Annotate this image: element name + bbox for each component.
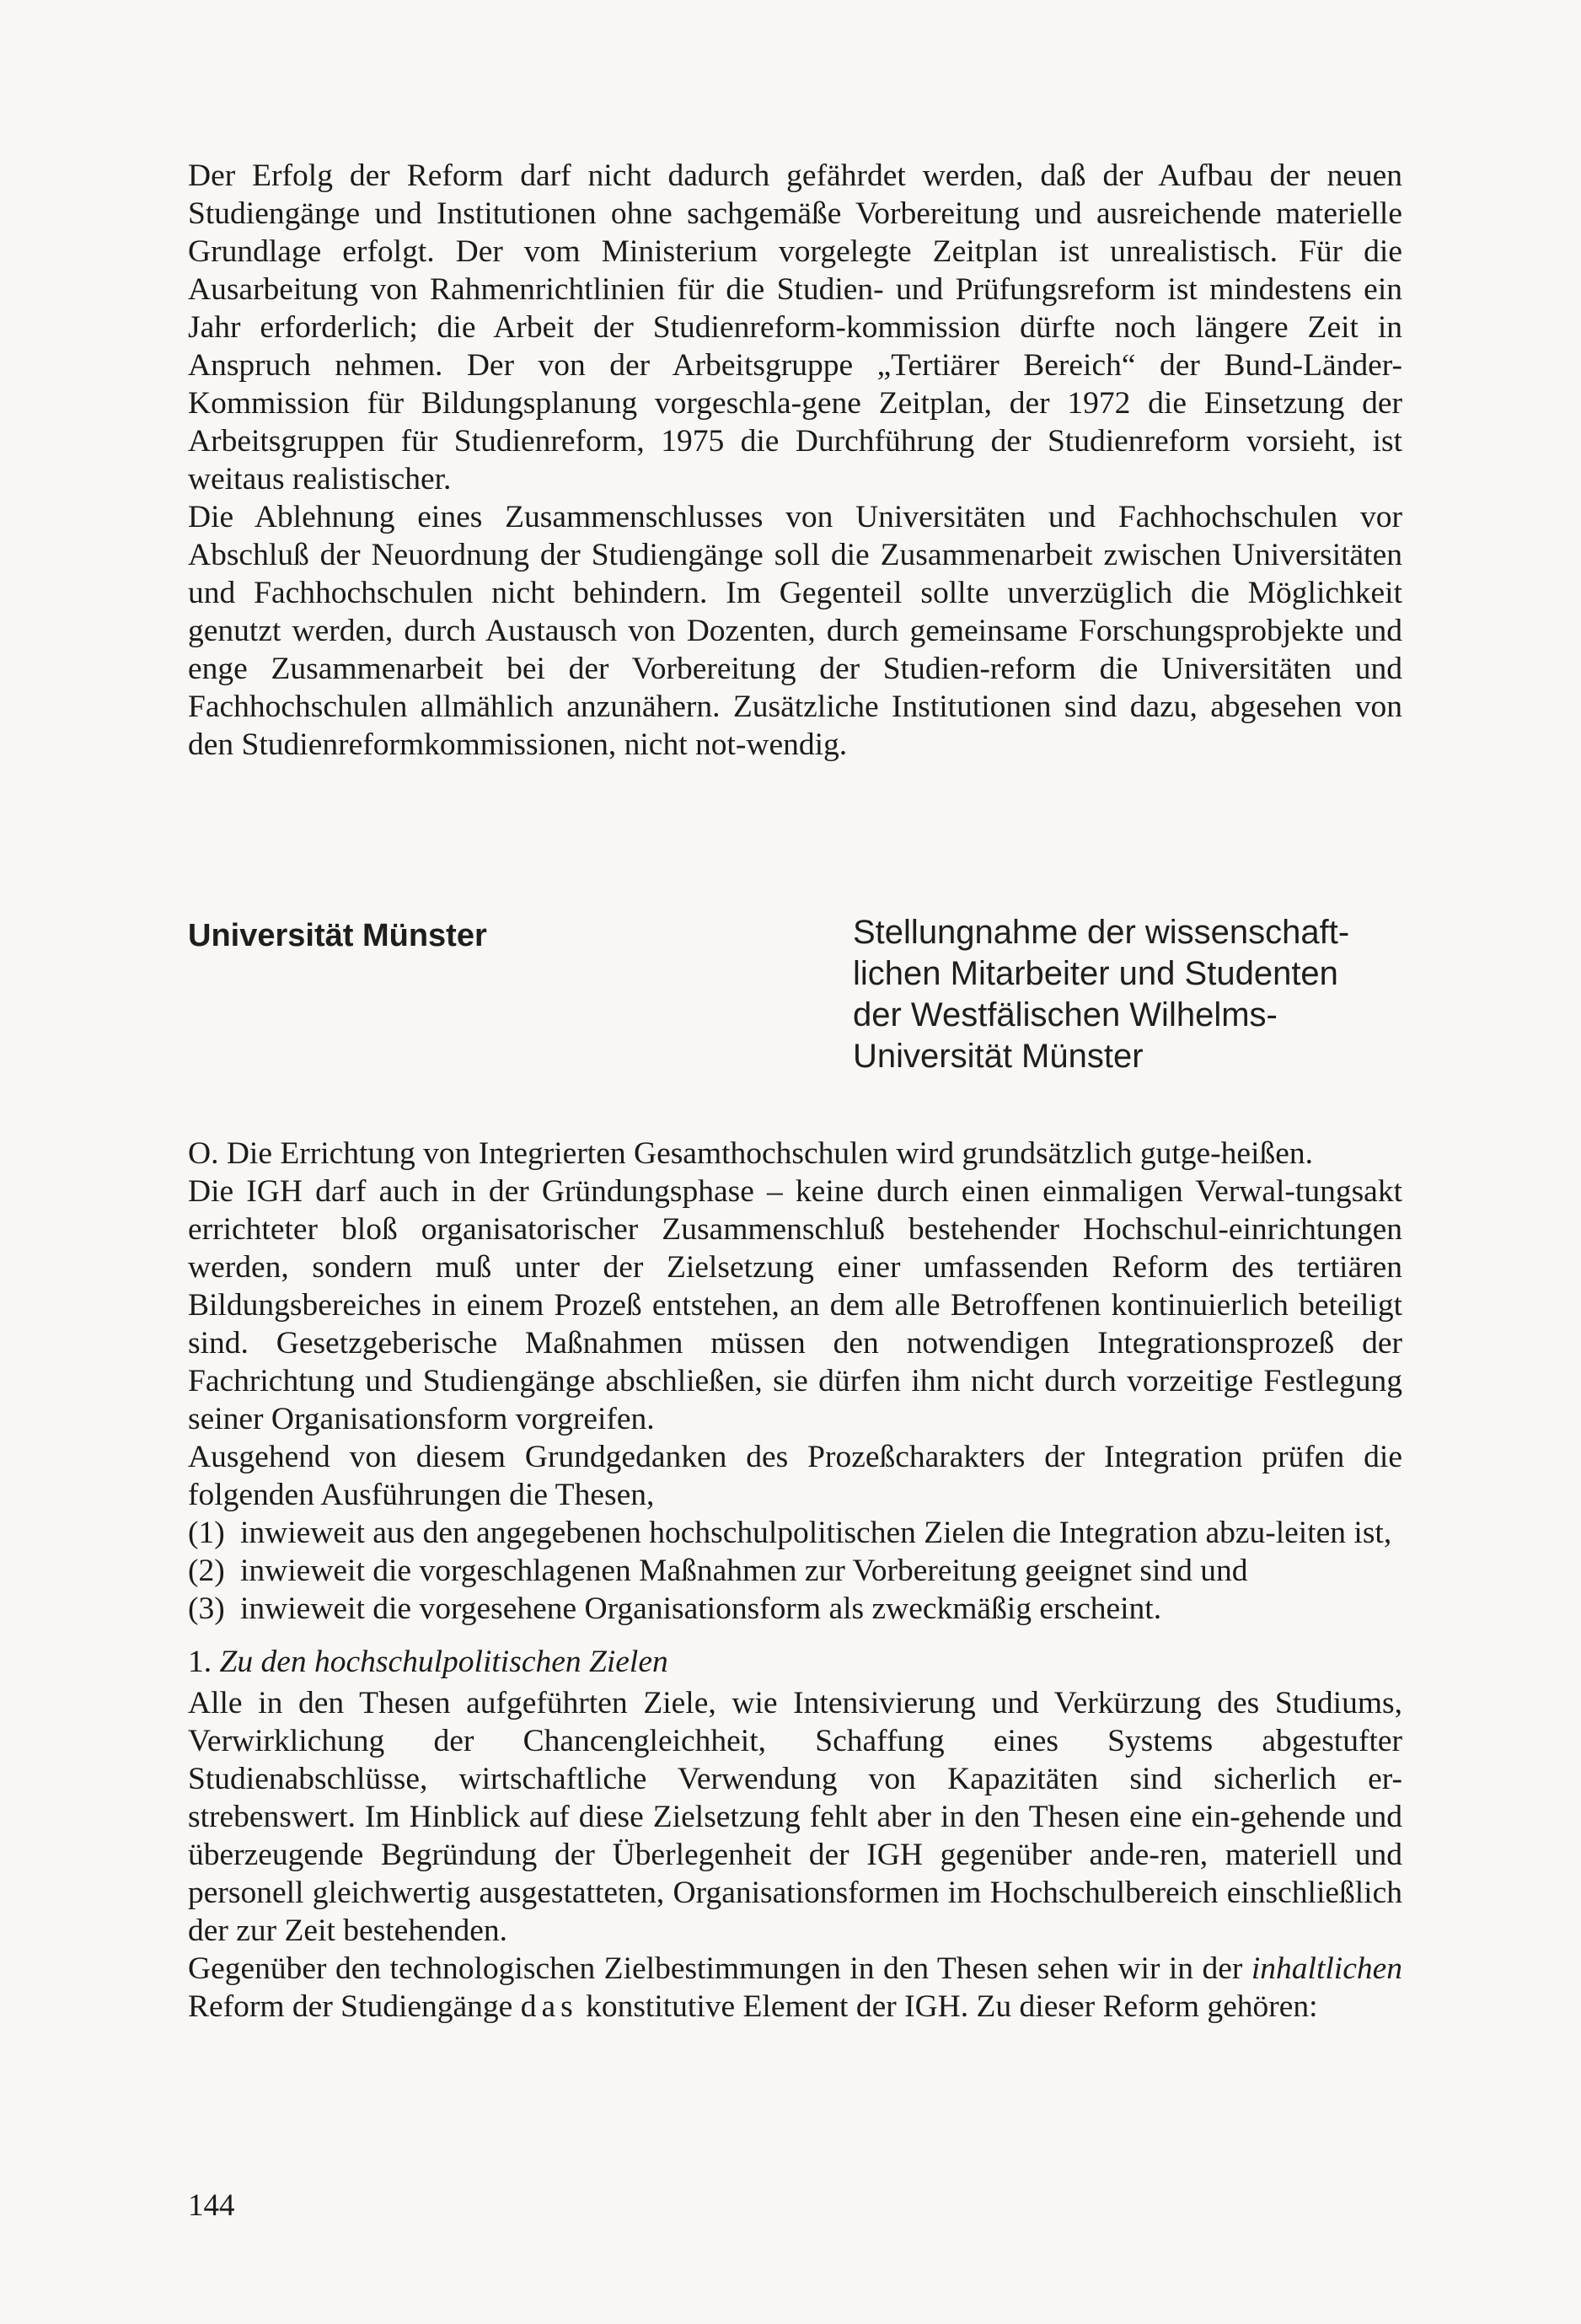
institution-heading: Universität Münster: [188, 918, 487, 953]
intro-paragraph: Die Ablehnung eines Zusammenschlusses von Universitäten und Fachhochschulen vor Abschluß der Neuordnung der Studiengänge soll die Zusammenarbeit zwischen Universitäten und Fachhochschulen nicht behindern. Im Gegenteil sollte unverzüglich die Möglichkeit genutzt werden, durch Austausch von Dozenten, durch gemeinsame Forschungsprobjekte und enge Zusammenarbeit bei der Vorbereitung der Studien-reform die Universitäten und Fachhochschulen allmählich anzunähern. Zusätzliche Institutionen sind dazu, abgesehen von den Studienreformkommissionen, nicht not-wendig.: [188, 500, 1402, 762]
statement-title-line: Universität Münster: [853, 1038, 1144, 1075]
body-paragraph: Die IGH darf auch in der Gründungsphase – keine durch einen einmaligen Verwal-tungsakt errichteter bloß organisatorischer Zusammenschluß bestehender Hochschul-einrichtungen werden, sondern muß unter der Zielsetzung einer umfassenden Reform des tertiären Bildungsbereiches in einem Prozeß entstehen, an dem alle Betroffenen kontinuierlich beteiligt sind. Gesetzgeberische Maßnahmen müssen den notwendigen Integrationsprozeß der Fachrichtung und Studiengänge abschließen, sie dürfen ihm nicht durch vorzeitige Festlegung seiner Organisationsform vorgreifen.: [188, 1174, 1402, 1436]
intro-text-block: [188, 157, 1402, 764]
statement-title: [853, 912, 1409, 1077]
statement-body: [188, 1135, 1402, 2026]
body-text-segment: Reform der Studiengänge: [188, 1989, 513, 2024]
list-item: [188, 1552, 1402, 1590]
list-item-number: (3): [188, 1591, 225, 1626]
list-item: [188, 1590, 1402, 1628]
statement-title-line: lichen Mitarbeiter und Studenten: [853, 955, 1338, 992]
list-item-text: inwieweit die vorgeschlagenen Maßnahmen zur Vorbereitung geeignet sind und: [240, 1554, 1248, 1588]
body-text-segment: Gegenüber den technologischen Zielbestimmungen in den Thesen sehen wir in der: [188, 1951, 1243, 1986]
list-item-number: (1): [188, 1516, 225, 1550]
body-paragraph: O. Die Errichtung von Integrierten Gesamthochschulen wird grundsätzlich gutge-heißen.: [188, 1136, 1314, 1171]
section-number: 1.: [188, 1645, 212, 1679]
list-item-text: inwieweit aus den angegebenen hochschulpolitischen Zielen die Integration abzu-leiten ist,: [240, 1516, 1392, 1550]
body-paragraph: [188, 1950, 1402, 2026]
list-item: [188, 1514, 1402, 1552]
list-item-number: (2): [188, 1554, 225, 1588]
body-paragraph: Alle in den Thesen aufgeführten Ziele, wie Intensivierung und Verkürzung des Studiums, Verwirklichung der Chancengleichheit, Schaffung eines Systems abgestufter Studienabschlüsse, wirtschaftliche Verwendung von Kapazitäten sind sicherlich er-strebenswert. Im Hinblick auf diese Zielsetzung fehlt aber in den Thesen eine ein-gehende und überzeugende Begründung der Überlegenheit der IGH gegenüber ande-ren, materiell und personell gleichwertig ausgestatteten, Organisationsformen im Hochschulbereich einschließlich der zur Zeit bestehenden.: [188, 1686, 1402, 1948]
emphasis-text: inhaltlichen: [1251, 1951, 1402, 1986]
spaced-emphasis-text: das: [520, 1989, 578, 2024]
section-heading: [188, 1643, 1402, 1681]
intro-paragraph: Der Erfolg der Reform darf nicht dadurch gefährdet werden, daß der Aufbau der neuen Studiengänge und Institutionen ohne sachgemäße Vorbereitung und ausreichende materielle Grundlage erfolgt. Der vom Ministerium vorgelegte Zeitplan ist unrealistisch. Für die Ausarbeitung von Rahmenrichtlinien für die Studien- und Prüfungsreform ist mindestens ein Jahr erforderlich; die Arbeit der Studienreform-kommission dürfte noch längere Zeit in Anspruch nehmen. Der von der Arbeitsgruppe „Tertiärer Bereich“ der Bund-Länder-Kommission für Bildungsplanung vorgeschla-gene Zeitplan, der 1972 die Einsetzung der Arbeitsgruppen für Studienreform, 1975 die Durchführung der Studienreform vorsieht, ist weitaus realistischer.: [188, 158, 1402, 496]
page-number: 144: [188, 2188, 235, 2223]
body-paragraph: Ausgehend von diesem Grundgedanken des Prozeßcharakters der Integration prüfen die folgenden Ausführungen die Thesen,: [188, 1440, 1402, 1512]
section-title: Zu den hochschulpolitischen Zielen: [219, 1645, 668, 1679]
statement-title-line: Stellungnahme der wissenschaft-: [853, 914, 1350, 951]
list-item-text: inwieweit die vorgesehene Organisationsform als zweckmäßig erscheint.: [240, 1591, 1162, 1626]
body-text-segment: konstitutive Element der IGH. Zu dieser Reform gehören:: [586, 1989, 1318, 2024]
statement-title-line: der Westfälischen Wilhelms-: [853, 996, 1278, 1033]
